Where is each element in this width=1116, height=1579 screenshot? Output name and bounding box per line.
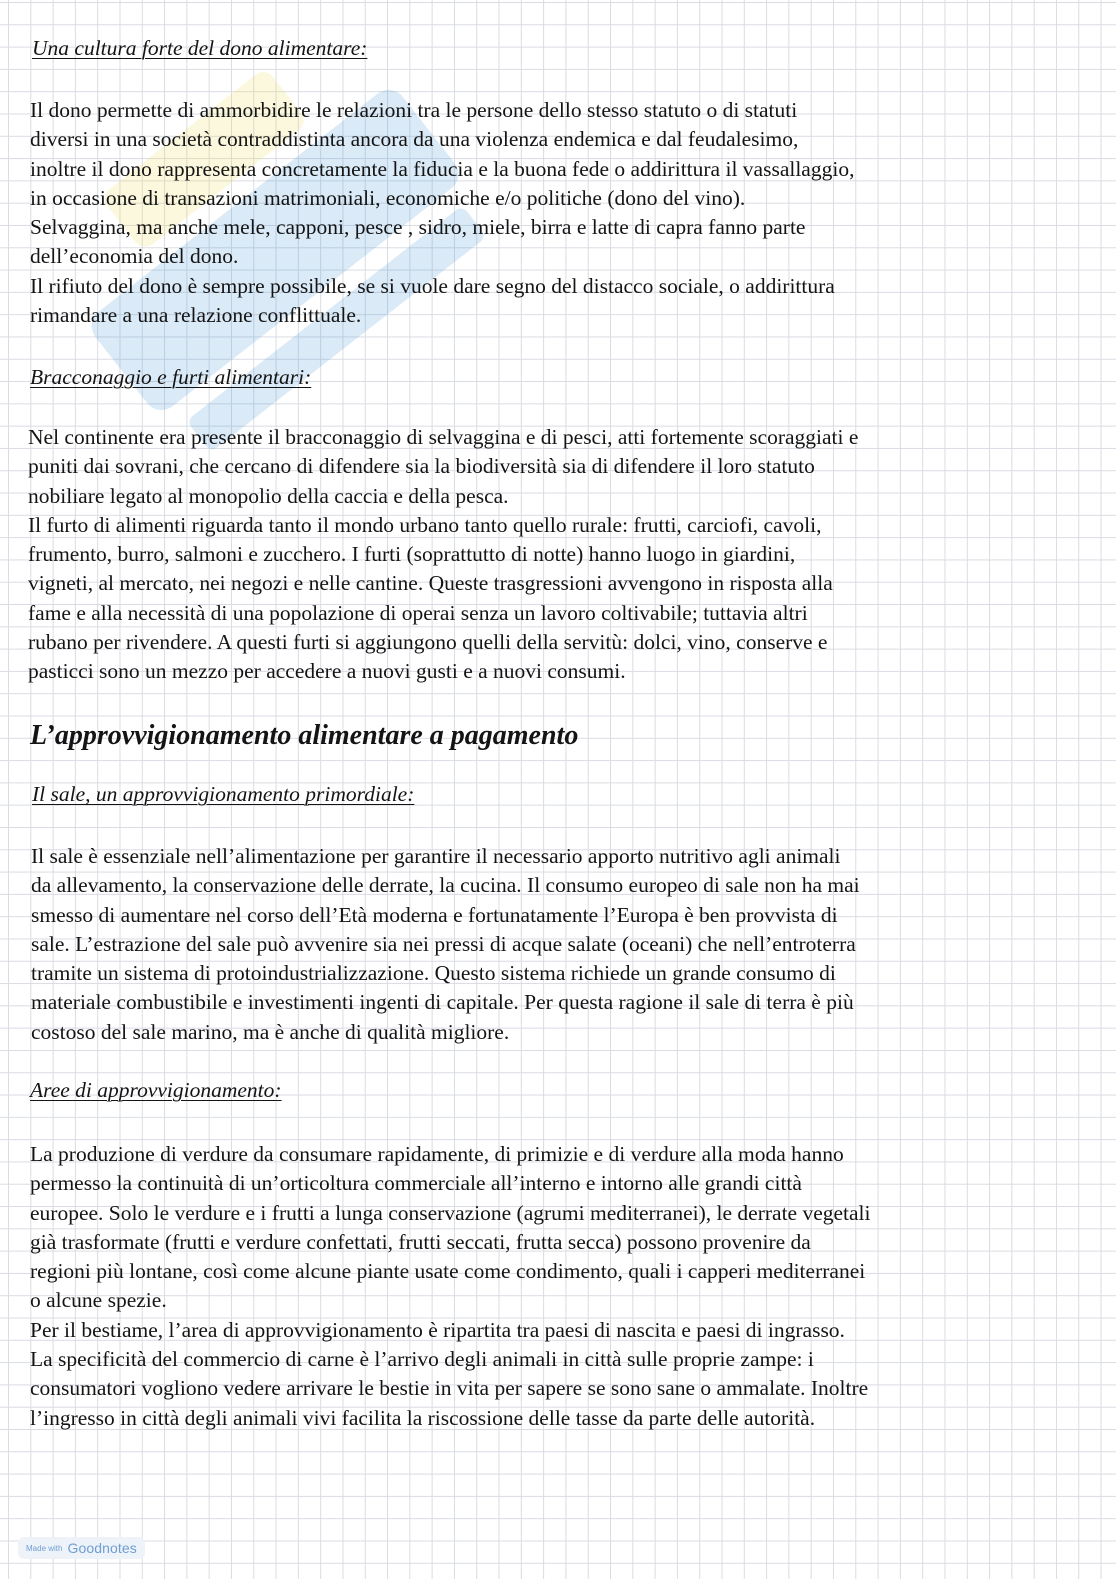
badge-brand: Goodnotes bbox=[67, 1540, 137, 1556]
paragraph-sale: Il sale è essenziale nell’alimentazione per garantire il necessario apporto nutritivo agli animali da allevamento, la conservazione delle derrate, la cucina. Il consumo europeo di sale non ha mai smesso di aumentare nel corso dell’Età moderna e fortunatamente l’Europa è ben provvista di sale. L’estrazione del sale può avvenire sia nei pressi di acque salate (oceani) che nell’entroterra tramite un sistema di protoindustrializzazione. Questo sistema richiede un grande consumo di materiale combustibile e investimenti ingenti di capitale. Per questa ragione il sale di terra è più costoso del sale marino, ma è anche di qualità migliore. bbox=[31, 844, 860, 1044]
paragraph-aree: La produzione di verdure da consumare rapidamente, di primizie e di verdure alla moda hanno permesso la continuità di un’orticoltura commerciale all’interno e intorno alle grandi città europee. Solo le verdure e i frutti a lunga conservazione (agrumi mediterranei), le derrate vegetali già trasformate (frutti e verdure confettati, frutti seccati, frutta secca) possono provenire da regioni più lontane, così come alcune piante usate come condimento, quali i capperi mediterranei o alcune spezie. Per il bestiame, l’area di approvvigionamento è ripartita tra paesi di nascita e paesi di ingrasso. La specificità del commercio di carne è l’arrivo degli animali in città sulle proprie zampe: i consumatori vogliono vedere arrivare le bestie in vita per sapere se sono sane o ammalate. Inoltre l’ingresso in città degli animali vivi facilita la riscossione delle tasse da parte delle autorità. bbox=[30, 1142, 871, 1430]
paragraph-dono: Il dono permette di ammorbidire le relazioni tra le persone dello stesso statuto o di statuti diversi in una società contraddistinta ancora da una violenza endemica e dal feudalesimo, inoltre il dono rappresenta concretamente la fiducia e la buona fede o addirittura il vassallaggio, in occasione di transazioni matrimoniali, economiche e/o politiche (dono del vino). Selvaggina, ma anche mele, capponi, pesce , sidro, miele, birra e latte di capra fanno parte dell’economia del dono. Il rifiuto del dono è sempre possibile, se si vuole dare segno del distacco sociale, o addirittura rimandare a una relazione conflittuale. bbox=[30, 98, 855, 328]
goodnotes-badge bbox=[18, 1537, 145, 1559]
section-heading-bracconaggio: Bracconaggio e furti alimentari: bbox=[30, 365, 312, 389]
section-heading-sale: Il sale, un approvvigionamento primordiale: bbox=[32, 782, 415, 806]
chapter-title: L’approvvigionamento alimentare a pagamento bbox=[30, 720, 579, 751]
paragraph-bracconaggio: Nel continente era presente il bracconaggio di selvaggina e di pesci, atti fortemente scoraggiati e puniti dai sovrani, che cercano di difendere sia la biodiversità sia di difendere il loro statuto nobiliare legato al monopolio della caccia e della pesca. Il furto di alimenti riguarda tanto il mondo urbano tanto quello rurale: frutti, carciofi, cavoli, frumento, burro, salmoni e zucchero. I furti (soprattutto di notte) hanno luogo in giardini, vigneti, al mercato, nei negozi e nelle cantine. Queste trasgressioni avvengono in risposta alla fame e alla necessità di una popolazione di operai senza un lavoro coltivabile; tuttavia altri rubano per rivendere. A questi furti si aggiungono quelli della servitù: dolci, vino, conserve e pasticci sono un mezzo per accedere a nuovi gusti e a nuovi consumi. bbox=[28, 425, 859, 684]
section-heading-aree: Aree di approvvigionamento: bbox=[30, 1078, 282, 1102]
badge-made-with: Made with bbox=[26, 1543, 63, 1553]
section-heading-dono: Una cultura forte del dono alimentare: bbox=[32, 36, 368, 60]
